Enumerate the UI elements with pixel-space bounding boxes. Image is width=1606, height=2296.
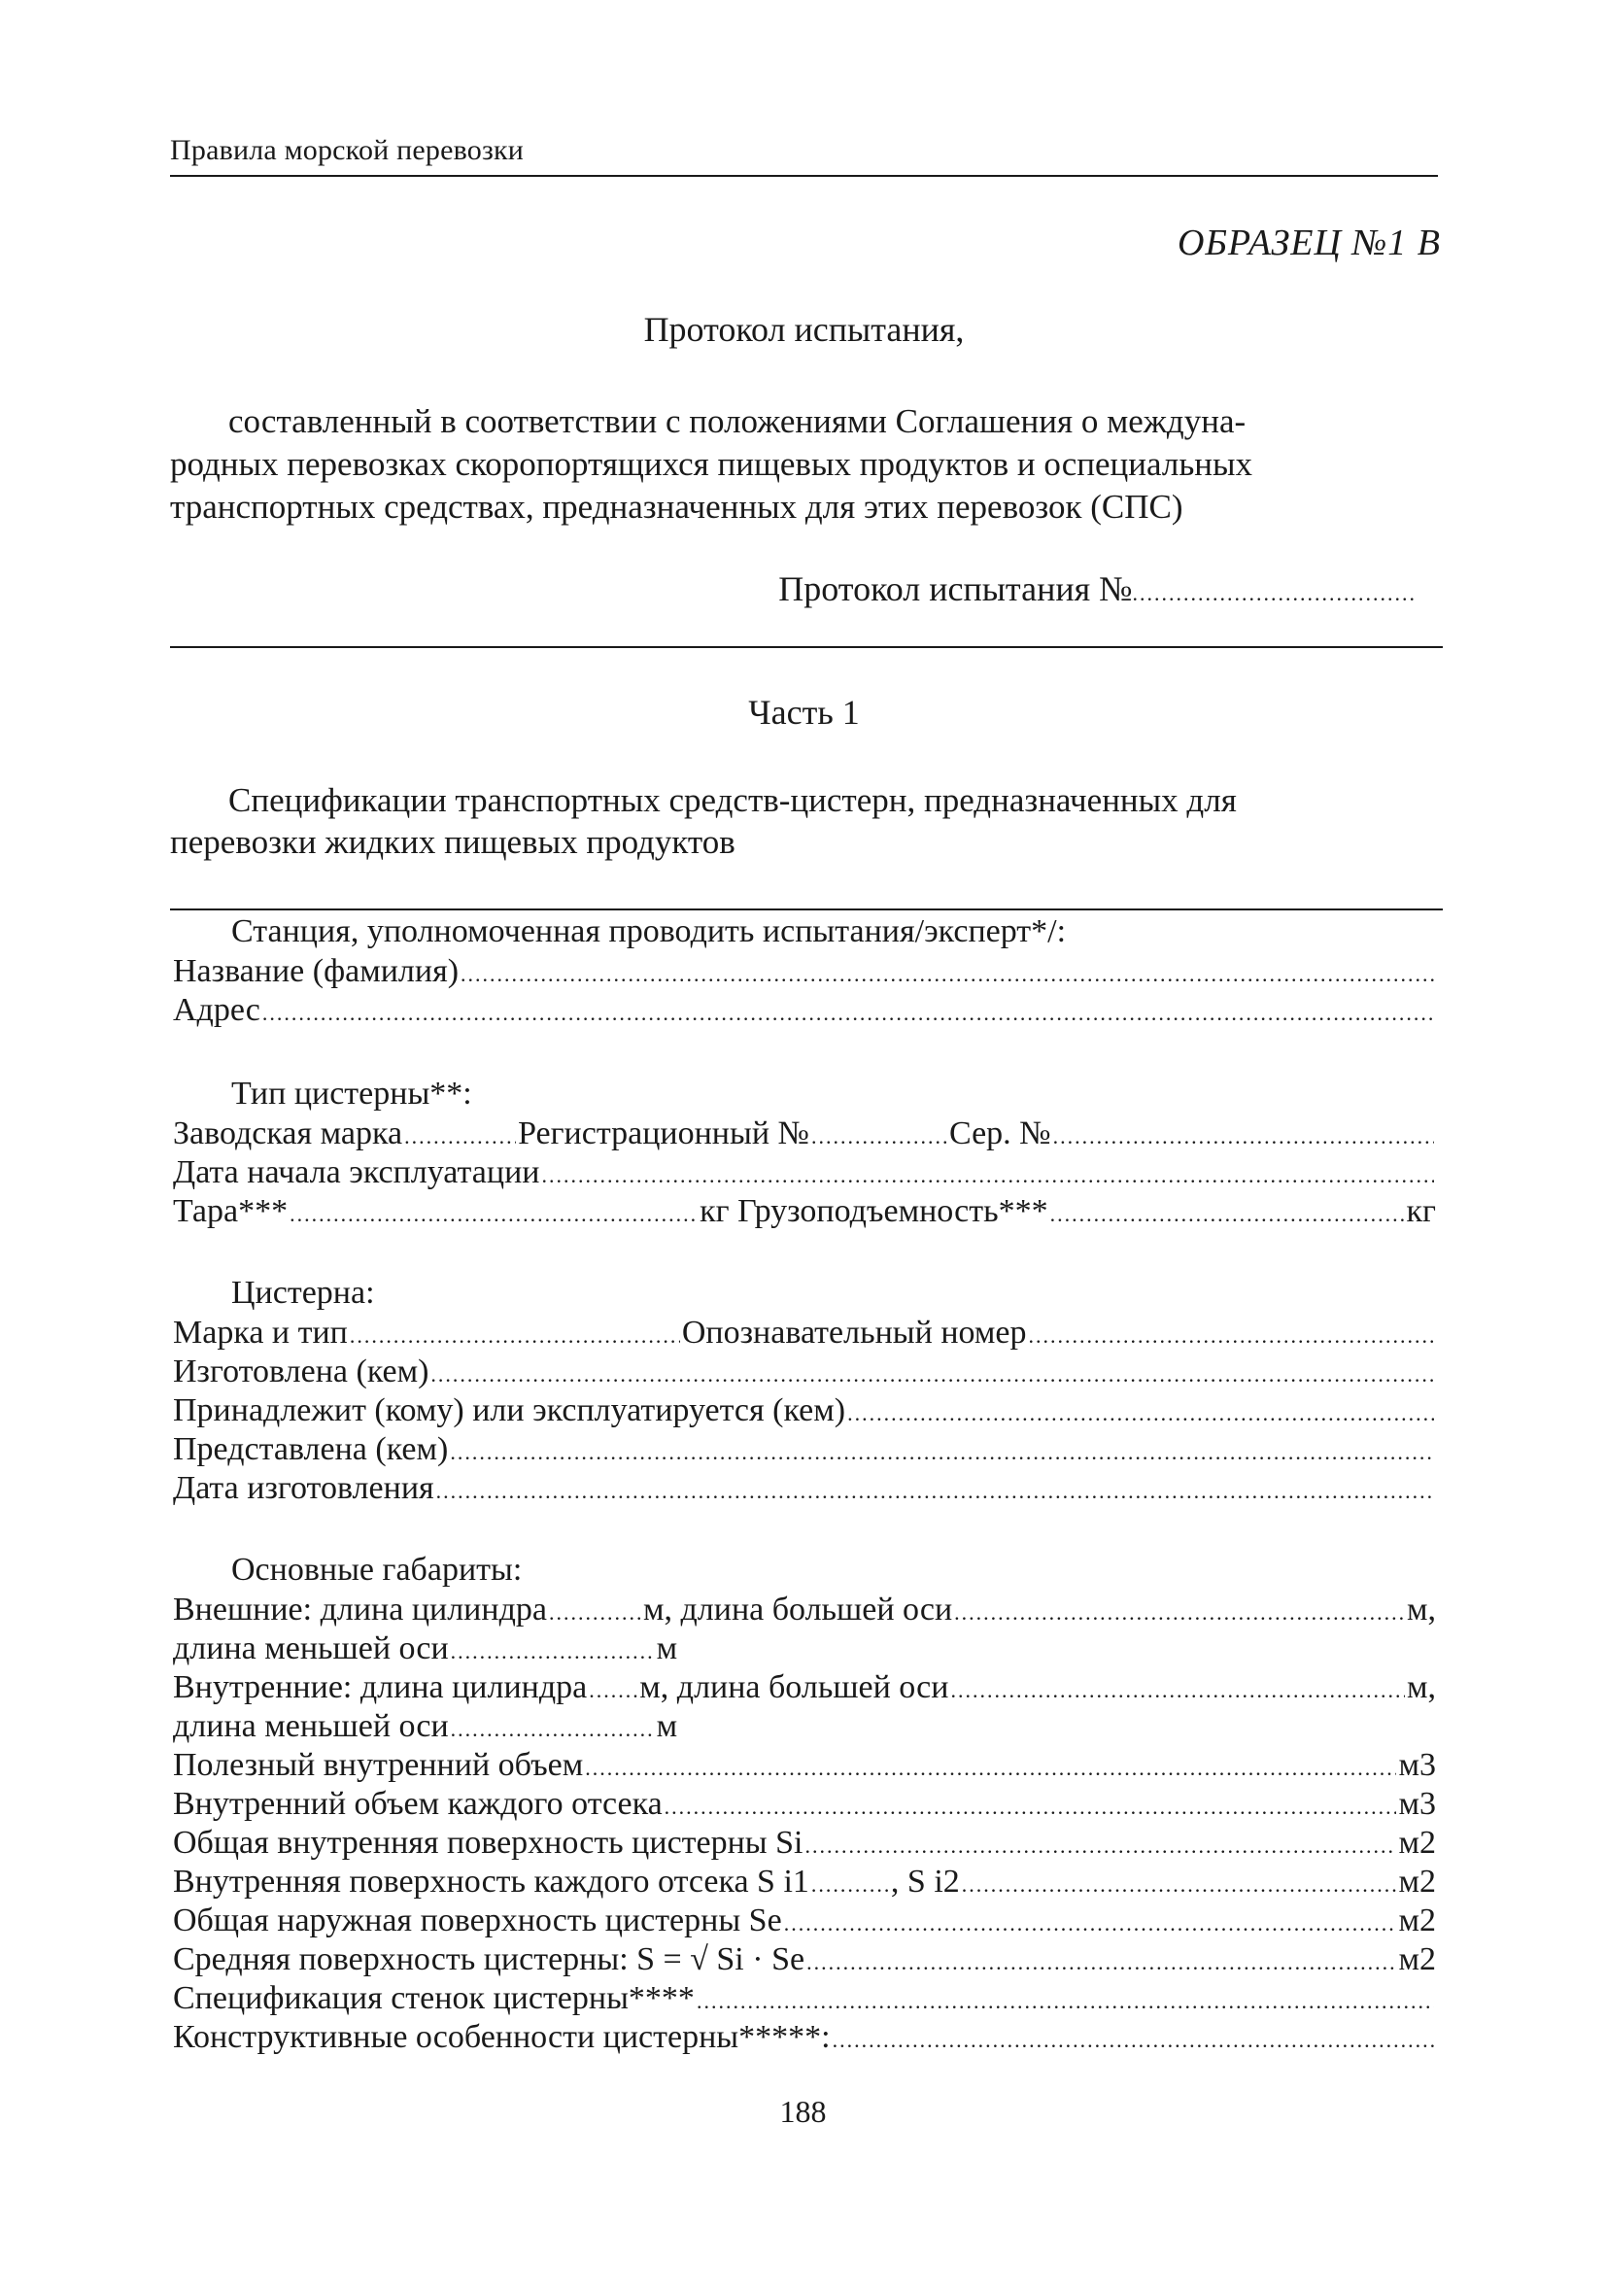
tank-type-heading: Тип цистерны**: xyxy=(231,1076,472,1112)
m-unit: м xyxy=(656,1708,678,1744)
m-unit: м, xyxy=(1406,1669,1436,1705)
fill-line[interactable] xyxy=(262,994,1434,1030)
fill-line[interactable] xyxy=(451,1632,655,1668)
fill-line[interactable] xyxy=(1053,1117,1434,1153)
form-field[interactable] xyxy=(173,1314,1436,1353)
page-number: 188 xyxy=(779,2094,827,2129)
fill-line[interactable] xyxy=(1050,1195,1405,1231)
tank-heading: Цистерна: xyxy=(231,1275,375,1311)
kg-unit: кг xyxy=(700,1193,730,1229)
section-divider xyxy=(170,646,1443,648)
form-field[interactable] xyxy=(173,1353,1436,1391)
fill-line[interactable] xyxy=(697,1982,1434,2018)
compartment-surface-label: Внутренняя поверхность каждого отсека S i1 xyxy=(173,1864,809,1900)
m3-unit: м3 xyxy=(1398,1786,1436,1822)
tare-label: Тара*** xyxy=(173,1193,289,1229)
section-divider xyxy=(170,908,1443,910)
dimensions-heading: Основные габариты: xyxy=(231,1552,523,1588)
form-field[interactable] xyxy=(173,1192,1436,1231)
form-field[interactable] xyxy=(173,1668,1436,1707)
fill-line[interactable] xyxy=(962,1866,1397,1902)
ext-minor-label: длина меньшей оси xyxy=(173,1630,449,1666)
owned-label: Принадлежит (кому) или эксплуатируется (кем) xyxy=(173,1392,846,1428)
reg-label: Регистрационный № xyxy=(518,1115,809,1151)
intro-line: родных перевозках скоропортящихся пищевых продуктов и оспециальных xyxy=(170,445,1253,483)
station-section xyxy=(173,911,1436,1030)
fill-line[interactable] xyxy=(806,1943,1396,1979)
useful-volume-label: Полезный внутренний объем xyxy=(173,1747,584,1783)
dimensions-section xyxy=(173,1550,1436,2057)
form-field[interactable] xyxy=(173,1629,1436,1668)
m-unit: м, xyxy=(1406,1592,1436,1628)
form-field[interactable] xyxy=(173,1979,1436,2018)
fill-line[interactable] xyxy=(847,1394,1434,1430)
serial-label: Сер. № xyxy=(948,1115,1051,1151)
station-heading: Станция, уполномоченная проводить испытания/эксперт*/: xyxy=(231,913,1067,949)
protocol-title: Протокол испытания, xyxy=(643,310,965,349)
fill-line[interactable] xyxy=(541,1156,1434,1192)
fill-line[interactable] xyxy=(954,1593,1405,1629)
fill-line[interactable] xyxy=(805,1827,1397,1863)
si2-label: , S i2 xyxy=(890,1864,960,1900)
form-field[interactable] xyxy=(173,1469,1436,1508)
m2-unit: м2 xyxy=(1398,1902,1436,1938)
name-label: Название (фамилия) xyxy=(173,953,460,989)
fill-line[interactable] xyxy=(784,1904,1397,1940)
fill-line[interactable] xyxy=(1028,1317,1434,1353)
form-field[interactable] xyxy=(173,1902,1436,1940)
date-label: Дата изготовления xyxy=(173,1470,434,1506)
fill-line[interactable] xyxy=(430,1355,1434,1391)
address-label: Адрес xyxy=(173,992,260,1028)
made-by-label: Изготовлена (кем) xyxy=(173,1354,429,1389)
ext-cyl-label: Внешние: длина цилиндра xyxy=(173,1592,547,1628)
major-axis-label: м, длина большей оси xyxy=(639,1669,949,1705)
fill-line[interactable] xyxy=(549,1593,641,1629)
tank-section xyxy=(173,1273,1436,1508)
m2-unit: м2 xyxy=(1398,1941,1436,1977)
id-label: Опознавательный номер xyxy=(681,1315,1027,1351)
m-unit: м xyxy=(656,1630,678,1666)
fill-line[interactable] xyxy=(811,1866,889,1902)
int-cyl-label: Внутренние: длина цилиндра xyxy=(173,1669,588,1705)
kg-unit: кг xyxy=(1406,1193,1436,1229)
mean-surface-label: Средняя поверхность цистерны: S = √ Si · Se xyxy=(173,1941,805,1977)
form-field[interactable] xyxy=(173,1824,1436,1863)
sample-label: ОБРАЗЕЦ №1 В xyxy=(1178,223,1441,263)
part-label: Часть 1 xyxy=(748,693,860,732)
fill-line[interactable] xyxy=(451,1710,655,1746)
header-divider xyxy=(170,175,1438,177)
int-minor-label: длина меньшей оси xyxy=(173,1708,449,1744)
presented-label: Представлена (кем) xyxy=(173,1431,449,1467)
outer-surface-label: Общая наружная поверхность цистерны Se xyxy=(173,1902,782,1938)
intro-line: составленный в соответствии с положениями Соглашения о междуна- xyxy=(228,402,1247,440)
protocol-number-label: Протокол испытания № xyxy=(778,569,1133,608)
tank-type-section xyxy=(173,1074,1436,1231)
form-field[interactable] xyxy=(173,952,1436,991)
form-field[interactable] xyxy=(173,1940,1436,1979)
make-label: Марка и тип xyxy=(173,1315,348,1351)
intro-paragraph xyxy=(170,400,1443,529)
fill-line[interactable] xyxy=(811,1117,947,1153)
form-field[interactable] xyxy=(173,1391,1436,1430)
fill-line[interactable] xyxy=(665,1788,1397,1824)
m2-unit: м2 xyxy=(1398,1825,1436,1861)
intro-line: транспортных средствах, предназначенных для этих перевозок (СПС) xyxy=(170,488,1183,526)
form-field[interactable] xyxy=(173,1746,1436,1785)
major-axis-label: м, длина большей оси xyxy=(642,1592,953,1628)
running-header: Правила морской перевозки xyxy=(170,134,525,166)
form-field[interactable] xyxy=(173,1863,1436,1902)
compartment-volume-label: Внутренний объем каждого отсека xyxy=(173,1786,663,1822)
design-features-label: Конструктивные особенности цистерны*****: xyxy=(173,2019,831,2055)
form-field[interactable] xyxy=(173,1430,1436,1469)
form-field[interactable] xyxy=(173,2018,1436,2057)
fill-line[interactable] xyxy=(350,1317,680,1353)
fill-line[interactable] xyxy=(833,2021,1434,2057)
fill-line[interactable] xyxy=(585,1749,1396,1785)
spec-title xyxy=(170,779,1443,863)
protocol-number-line: Протокол испытания №....................................... xyxy=(778,569,1417,608)
form-field[interactable] xyxy=(173,1785,1436,1824)
form-field[interactable] xyxy=(173,1707,1436,1746)
fill-line[interactable] xyxy=(450,1433,1434,1469)
spec-title-line: Спецификации транспортных средств-цистерн, предназначенных для xyxy=(228,781,1237,819)
form-field[interactable] xyxy=(173,1153,1436,1192)
m3-unit: м3 xyxy=(1398,1747,1436,1783)
start-label: Дата начала эксплуатации xyxy=(173,1154,540,1190)
form-field[interactable] xyxy=(173,1591,1436,1629)
spec-title-line: перевозки жидких пищевых продуктов xyxy=(170,823,735,861)
form-field[interactable] xyxy=(173,1114,1436,1153)
m2-unit: м2 xyxy=(1398,1864,1436,1900)
fill-line[interactable] xyxy=(461,955,1434,991)
brand-label: Заводская марка xyxy=(173,1115,403,1151)
fill-line[interactable] xyxy=(950,1671,1405,1707)
fill-line[interactable] xyxy=(589,1671,637,1707)
total-inner-label: Общая внутренняя поверхность цистерны Si xyxy=(173,1825,803,1861)
fill-line[interactable] xyxy=(404,1117,516,1153)
fill-line[interactable] xyxy=(436,1472,1434,1508)
wall-spec-label: Спецификация стенок цистерны**** xyxy=(173,1980,695,2016)
fill-line[interactable] xyxy=(290,1195,698,1231)
capacity-label: Грузоподъемность*** xyxy=(737,1193,1048,1229)
form-field[interactable] xyxy=(173,991,1436,1030)
